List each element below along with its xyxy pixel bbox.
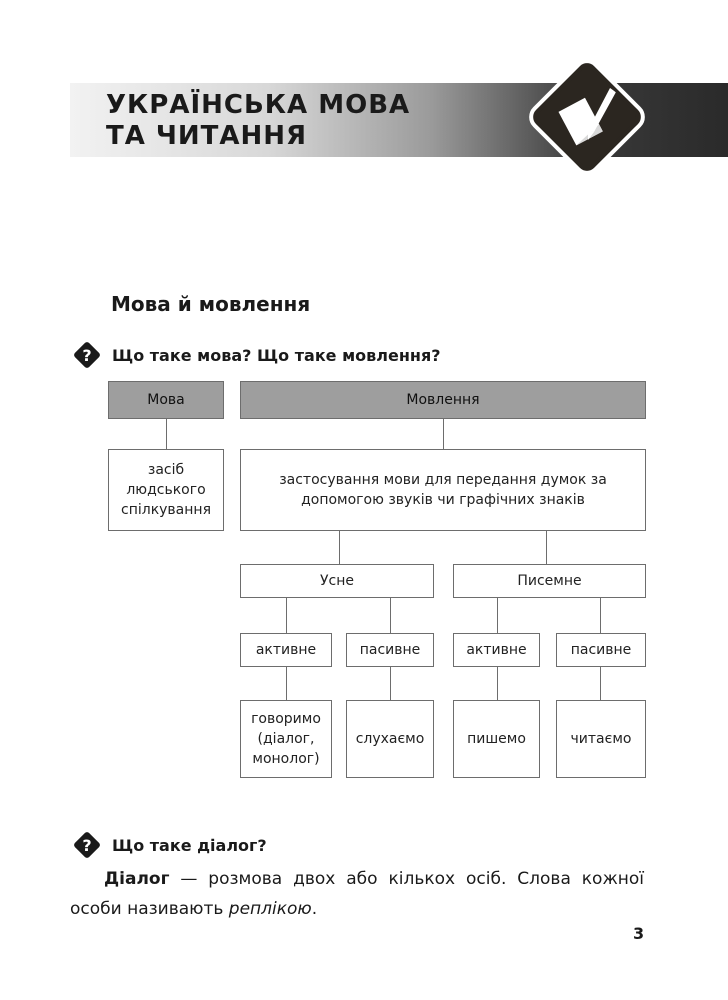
question-row-2 [70, 828, 267, 862]
question-1-text: Що таке мова? Що таке мовлення? [112, 345, 441, 365]
question-diamond-icon [70, 828, 104, 862]
connector-line [339, 531, 340, 564]
movlennia-label: Мовлення [406, 392, 480, 408]
usne-passive-box [346, 633, 434, 667]
sentence-end: . [311, 899, 318, 919]
usne-passive-example-box [346, 700, 434, 778]
pen-paper-icon [522, 52, 652, 182]
connector-line [600, 598, 601, 633]
title-line-2: ТА ЧИТАННЯ [106, 121, 308, 151]
usne-active-example: говоримо (діалог, монолог) [251, 711, 321, 767]
usne-active-label: активне [255, 642, 317, 658]
connector-line [600, 667, 601, 700]
mova-label: Мова [147, 392, 185, 408]
pysemne-active-example-box [453, 700, 540, 778]
usne-active-example-box [240, 700, 332, 778]
section-title: Мова й мовлення [111, 292, 311, 316]
mova-definition-box [108, 449, 224, 531]
pysemne-passive-box [556, 633, 646, 667]
mova-definition: засіб людського спілкування [121, 462, 211, 518]
connector-line [497, 667, 498, 700]
movlennia-header-box [240, 381, 646, 419]
page-title [106, 90, 410, 152]
connector-line [390, 667, 391, 700]
connector-line [497, 598, 498, 633]
dialogue-definition [70, 864, 644, 924]
pysemne-passive-example-box [556, 700, 646, 778]
mova-header-box [108, 381, 224, 419]
pysemne-passive-label: пасивне [570, 642, 632, 658]
question-row-1 [70, 338, 441, 372]
question-2-text: Що таке діалог? [112, 835, 267, 855]
connector-line [166, 419, 167, 449]
svg-text:?: ? [82, 836, 92, 855]
term-dialog: Діалог [104, 869, 170, 889]
pysemne-active-example: пишемо [467, 731, 526, 747]
movlennia-definition-box [240, 449, 646, 531]
usne-active-box [240, 633, 332, 667]
connector-line [390, 598, 391, 633]
connector-line [286, 667, 287, 700]
title-line-1: УКРАЇНСЬКА МОВА [106, 90, 411, 120]
definition-text: — розмова двох або кількох осіб. Слова кожної особи називають [70, 869, 644, 919]
svg-text:?: ? [82, 346, 92, 365]
usne-label: Усне [320, 573, 354, 589]
usne-passive-label: пасивне [359, 642, 421, 658]
pysemne-passive-example: читаємо [570, 731, 632, 747]
movlennia-definition: застосування мови для передання думок за допомогою звуків чи графічних знаків [279, 472, 607, 508]
connector-line [443, 419, 444, 449]
pysemne-active-label: активне [466, 642, 527, 658]
pysemne-box [453, 564, 646, 598]
page-number: 3 [633, 924, 645, 943]
connector-line [286, 598, 287, 633]
pysemne-label: Писемне [517, 573, 582, 589]
pysemne-active-box [453, 633, 540, 667]
connector-line [546, 531, 547, 564]
term-replica: реплікою [228, 899, 312, 919]
question-diamond-icon [70, 338, 104, 372]
usne-box [240, 564, 434, 598]
usne-passive-example: слухаємо [355, 731, 425, 747]
